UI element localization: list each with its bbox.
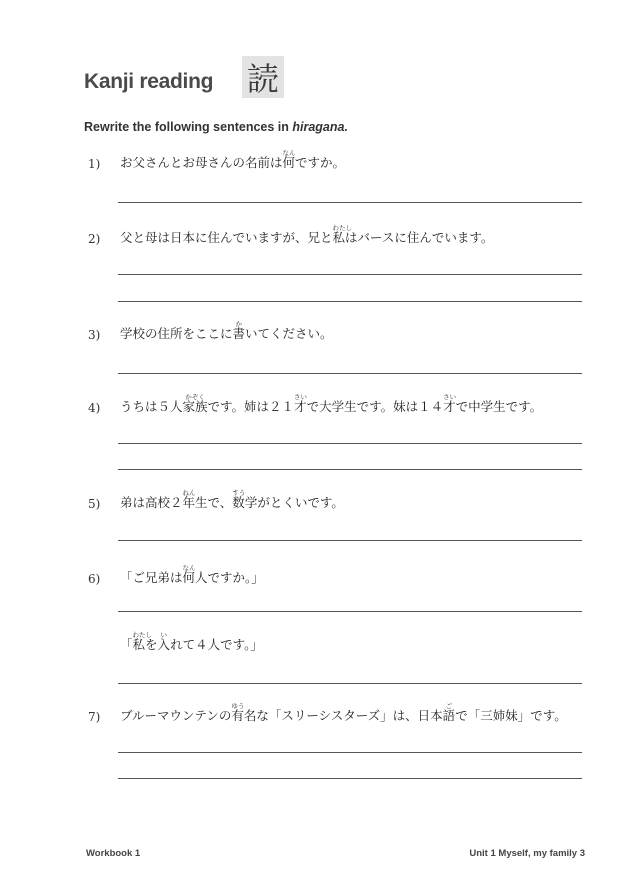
question-sentence <box>120 563 264 585</box>
furigana: い <box>160 630 168 639</box>
question-sentence <box>120 392 543 414</box>
answer-line[interactable] <box>118 443 582 444</box>
kanji: 何 <box>182 570 196 585</box>
answer-line[interactable] <box>118 752 582 753</box>
sentence-text: で中学生です。 <box>455 399 543 414</box>
sentence-text: いてください。 <box>245 326 333 341</box>
sentence-text: 人ですか。」 <box>195 570 264 585</box>
furigana: さい <box>294 392 308 401</box>
sentence-text: で「三姉妹」です。 <box>455 708 567 723</box>
question-sentence <box>120 488 344 510</box>
kanji-with-reading <box>282 148 296 170</box>
page-title: Kanji reading <box>84 70 214 93</box>
kanji-with-reading <box>232 319 246 341</box>
sentence-text: 父と母は日本に住んでいますが、兄と <box>120 230 333 245</box>
kanji-with-reading <box>182 488 196 510</box>
kanji-with-reading <box>157 630 171 652</box>
kanji-with-reading <box>442 701 456 723</box>
kanji: 才 <box>443 399 456 414</box>
kanji: 数 <box>232 495 245 510</box>
kanji: 年 <box>182 495 196 510</box>
sentence-text: れて４人です。」 <box>170 637 263 652</box>
kanji: 有 <box>231 708 244 723</box>
sentence-text: うちは５人 <box>120 399 183 414</box>
furigana: かぞく <box>185 392 205 401</box>
kanji-with-reading <box>294 392 308 414</box>
kanji: 語 <box>442 708 456 723</box>
question-number: 4) <box>88 401 101 415</box>
footer-unit-page: Unit 1 Myself, my family 3 <box>469 848 585 859</box>
question-number: 5) <box>88 497 101 511</box>
sentence-text: で大学生です。妹は１４ <box>306 399 444 414</box>
question-sentence <box>120 148 346 170</box>
kanji: 私 <box>132 637 146 652</box>
sentence-text: を <box>145 637 158 652</box>
answer-line[interactable] <box>118 683 582 684</box>
question-sentence <box>120 223 494 245</box>
answer-line[interactable] <box>118 778 582 779</box>
answer-line[interactable] <box>118 469 582 470</box>
kanji-with-reading <box>443 392 457 414</box>
sentence-text: 学校の住所をここに <box>120 326 233 341</box>
instructions <box>84 120 348 134</box>
answer-line[interactable] <box>118 373 582 374</box>
instructions-text: Rewrite the following sentences in <box>84 120 293 134</box>
furigana: わたし <box>132 630 153 639</box>
answer-line[interactable] <box>118 202 582 203</box>
kanji: 私 <box>332 230 346 245</box>
sentence-text: ブルーマウンテンの <box>120 708 232 723</box>
sentence-text: お父さんとお母さんの名前は <box>120 155 283 170</box>
question-number: 1) <box>88 157 101 171</box>
kanji-with-reading <box>232 488 246 510</box>
furigana: なん <box>282 148 296 157</box>
furigana: か <box>235 319 243 328</box>
kanji: 入 <box>157 637 171 652</box>
kanji: 書 <box>232 326 246 341</box>
question-sentence <box>120 701 567 723</box>
question-number: 2) <box>88 232 101 246</box>
question-number: 6) <box>88 572 101 586</box>
furigana: すう <box>232 488 246 497</box>
furigana: ゆう <box>231 701 245 710</box>
kanji-with-reading <box>332 223 353 245</box>
furigana: さい <box>443 392 457 401</box>
sentence-text: 生で、 <box>195 495 233 510</box>
sentence-text: です。姉は２１ <box>207 399 295 414</box>
kanji: 何 <box>282 155 296 170</box>
furigana: ねん <box>182 488 196 497</box>
sentence-text: 名な「スリーシスターズ」は、日本 <box>243 708 443 723</box>
sentence-text: 学がとくいです。 <box>244 495 344 510</box>
furigana: なん <box>182 563 196 572</box>
sentence-text: 「ご兄弟は <box>120 570 183 585</box>
answer-line[interactable] <box>118 540 582 541</box>
kanji: 家族 <box>182 399 208 414</box>
answer-line[interactable] <box>118 301 582 302</box>
kanji-badge: 読 <box>242 56 284 98</box>
answer-line[interactable] <box>118 611 582 612</box>
footer-workbook: Workbook 1 <box>86 848 141 859</box>
sentence-text: ですか。 <box>295 155 346 170</box>
kanji-with-reading <box>182 392 208 414</box>
sentence-text: はバースに住んでいます。 <box>345 230 494 245</box>
question-number: 7) <box>88 710 101 724</box>
sentence-text: 「 <box>120 637 133 652</box>
question-sentence <box>120 319 333 341</box>
kanji-with-reading <box>182 563 196 585</box>
kanji-with-reading <box>132 630 153 652</box>
sentence-text: 弟は高校２ <box>120 495 183 510</box>
kanji-with-reading <box>231 701 245 723</box>
answer-line[interactable] <box>118 274 582 275</box>
furigana: わたし <box>332 223 353 232</box>
question-reply-sentence <box>120 630 263 652</box>
kanji: 才 <box>294 399 307 414</box>
furigana: ご <box>445 701 453 710</box>
instructions-emphasis: hiragana. <box>292 120 348 134</box>
question-number: 3) <box>88 328 101 342</box>
